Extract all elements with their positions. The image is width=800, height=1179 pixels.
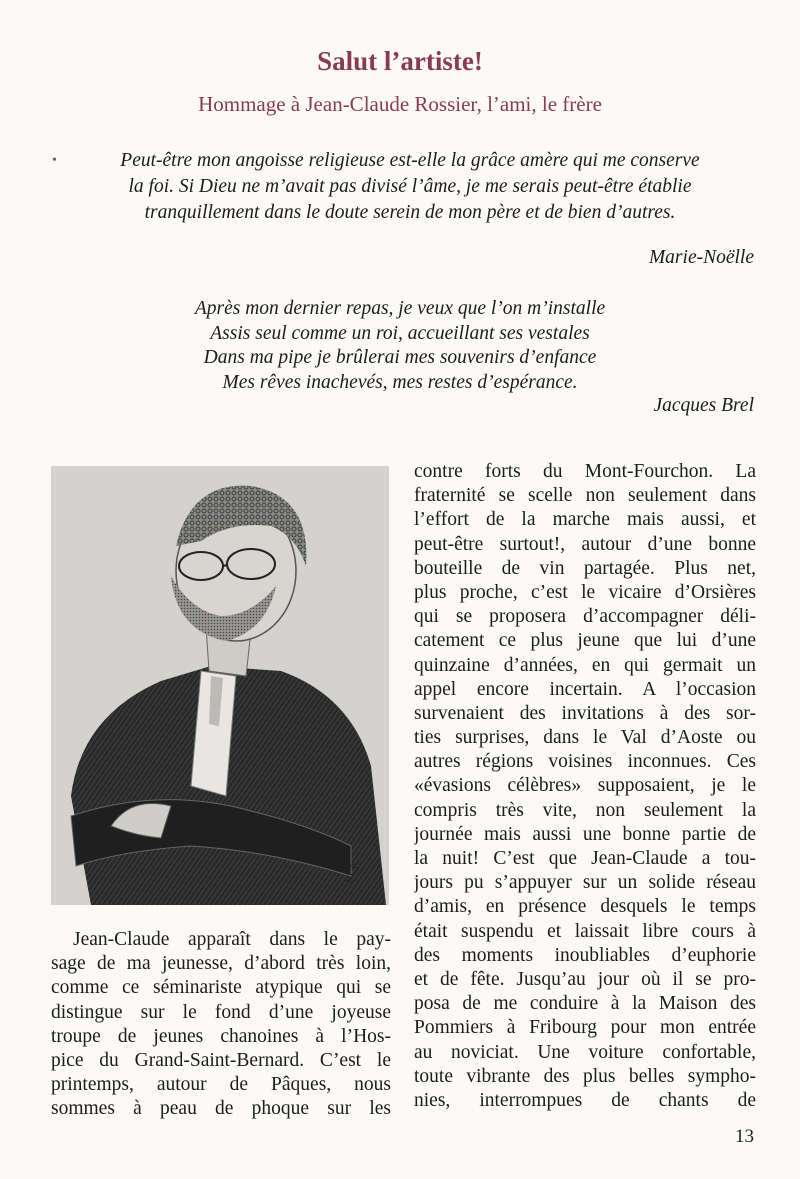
quote-line: Peut-être mon angoisse religieuse est-elle la grâce amère qui me conserve: [120, 150, 700, 171]
text-line: printemps, autour de Pâques, nous: [51, 1074, 391, 1096]
text-line: toute vibrante des plus belles sympho-: [414, 1065, 756, 1087]
text-line: plus proche, c’est le vicaire d’Orsières: [414, 581, 756, 603]
text-line: des moments inoubliables d’euphorie: [414, 944, 756, 966]
text-line: nies, interrompues de chants de: [414, 1089, 756, 1111]
article-title: Salut l’artiste!: [317, 46, 483, 76]
article-column-left: [51, 928, 391, 1122]
text-line: peut-être surtout!, autour d’une bonne: [414, 533, 756, 555]
text-line: jours pu s’appuyer sur un solide réseau: [414, 872, 756, 894]
text-line: autres régions voisines inconnues. Ces: [414, 751, 756, 773]
article-subtitle: Hommage à Jean-Claude Rossier, l’ami, le frère: [198, 92, 602, 116]
text-line: journée mais aussi une bonne partie de: [414, 823, 756, 845]
page-number: 13: [735, 1126, 754, 1147]
portrait-drawing: [51, 466, 389, 905]
text-line: sage de ma jeunesse, d’abord très loin,: [51, 953, 391, 975]
text-line: d’amis, en présence desquels le temps: [414, 896, 756, 918]
text-line: la nuit! C’est que Jean-Claude a tou-: [414, 848, 756, 869]
text-line: troupe de jeunes chanoines à l’Hos-: [51, 1025, 391, 1047]
poem-line: Assis seul comme un roi, accueillant ses vestales: [210, 322, 590, 344]
poem-author-brel: Jacques Brel: [653, 395, 754, 416]
text-line: ties surprises, dans le Val d’Aoste ou: [414, 727, 756, 749]
quote-author-marie-noelle: Marie-Noëlle: [648, 247, 754, 268]
poem-line: Dans ma pipe je brûlerai mes souvenirs d’enfance: [203, 347, 597, 368]
poem-line: Mes rêves inachevés, mes restes d’espérance.: [222, 371, 578, 393]
text-line: catement ce plus jeune que lui d’une: [414, 630, 756, 652]
text-line: sommes à peau de phoque sur les: [51, 1098, 391, 1120]
text-line: distingue sur le fond d’une joyeuse: [51, 1001, 391, 1023]
text-line: compris très vite, non seulement la: [414, 799, 756, 821]
bullet-mark: •: [52, 153, 57, 168]
text-line: fraternité se scelle non seulement dans: [414, 485, 756, 507]
text-line: l’effort de la marche mais aussi, et: [414, 509, 756, 531]
text-line: bouteille de vin partagée. Plus net,: [414, 557, 756, 579]
epigraph-quote-marie-noelle: [52, 148, 760, 226]
text-line: posa de me conduire à la Maison des: [414, 993, 756, 1015]
article-column-right: [414, 460, 756, 1113]
quote-line: la foi. Si Dieu ne m’avait pas divisé l’âme, je me serais peut-être établie: [128, 176, 692, 197]
text-line: pice du Grand-Saint-Bernard. C’est le: [51, 1049, 391, 1071]
text-line: et de fête. Jusqu’au jour où il se pro-: [414, 968, 756, 990]
text-line: «évasions célèbres» supposaient, je le: [414, 775, 756, 797]
text-line: était suspendu et laissait libre cours à: [414, 920, 756, 942]
text-line: Pommiers à Fribourg pour mon entrée: [414, 1017, 756, 1039]
text-line: contre forts du Mont-Fourchon. La: [414, 461, 756, 482]
text-line: survenaient des invitations à des sor-: [414, 702, 756, 724]
text-line: Jean-Claude apparaît dans le pay-: [73, 929, 391, 950]
artist-signature: HCK: [342, 859, 362, 886]
text-line: appel encore incertain. A l’occasion: [414, 678, 756, 700]
quote-line: tranquillement dans le doute serein de mon père et de bien d’autres.: [144, 202, 676, 223]
poem-line: Après mon dernier repas, je veux que l’on m’installe: [194, 298, 606, 319]
epigraph-poem-brel: [100, 297, 700, 395]
text-line: quinzaine d’années, en qui germait un: [414, 654, 756, 676]
text-line: comme ce séminariste atypique qui se: [51, 977, 391, 999]
text-line: au noviciat. Une voiture confortable,: [414, 1041, 756, 1063]
text-line: qui se proposera d’accompagner déli-: [414, 606, 756, 628]
